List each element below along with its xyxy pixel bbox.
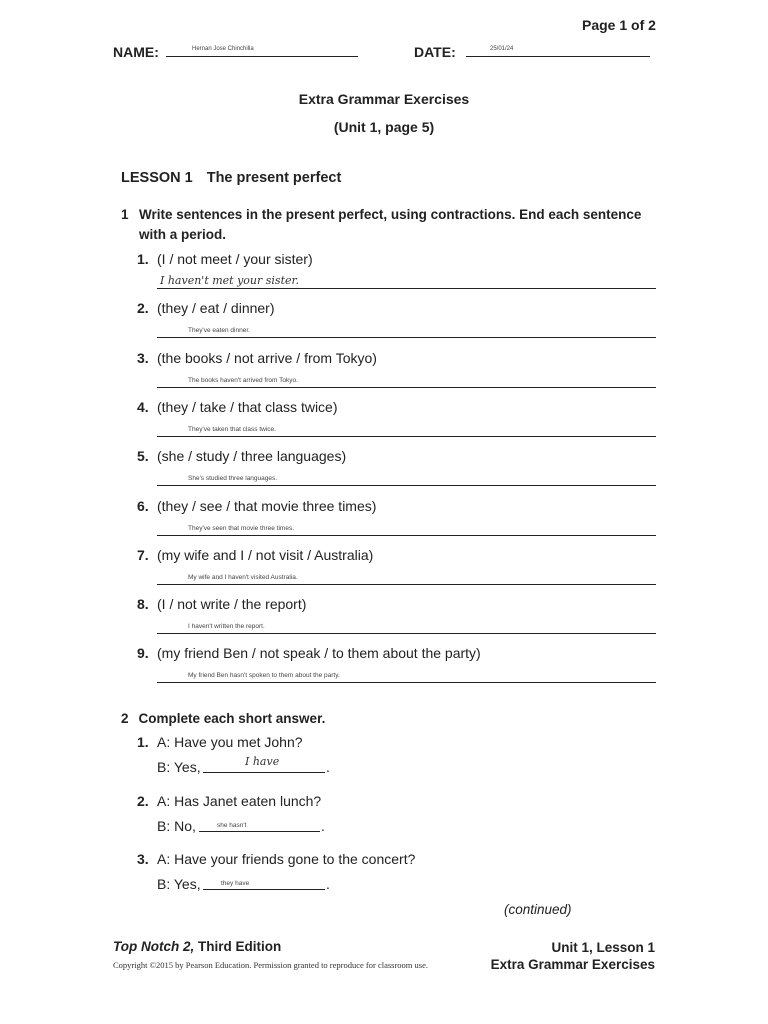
date-value: 25/01/24: [490, 46, 514, 52]
copyright-text: Copyright ©2015 by Pearson Education. Permission granted to reproduce for classroom use.: [113, 960, 428, 970]
item-answer[interactable]: They've seen that movie three times.: [188, 525, 295, 532]
item-answer[interactable]: I haven't met your sister.: [160, 274, 300, 287]
reply-period: .: [321, 818, 325, 834]
item-prompt: (they / see / that movie three times): [157, 498, 377, 514]
name-label: NAME:: [113, 44, 159, 60]
item-prompt: (the books / not arrive / from Tokyo): [157, 350, 377, 366]
name-value: Hernan Jose Chinchilla: [192, 46, 254, 52]
question-text: A: Have your friends gone to the concert?: [157, 851, 416, 867]
item-prompt: (my friend Ben / not speak / to them about the party): [157, 645, 481, 661]
continued-note: (continued): [504, 902, 572, 917]
item-prompt: (they / eat / dinner): [157, 300, 275, 316]
short-answer-line: [199, 831, 320, 832]
footer-section: Extra Grammar Exercises: [490, 957, 655, 972]
item-prompt: (I / not meet / your sister): [157, 251, 313, 267]
item-answer[interactable]: They've taken that class twice.: [188, 426, 276, 433]
item-number: 4.: [137, 399, 149, 415]
exercise-1-instruction: [121, 205, 661, 245]
item-number: 1.: [137, 734, 149, 750]
item-prompt: (they / take / that class twice): [157, 399, 338, 415]
page-number: Page 1 of 2: [582, 17, 656, 33]
answer-line: [157, 288, 656, 289]
footer-unit: Unit 1, Lesson 1: [551, 940, 655, 955]
reply-prefix: B: Yes,: [157, 759, 201, 775]
exercise-1-text: Write sentences in the present perfect, using contractions. End each sentence with a period.: [139, 207, 642, 242]
exercise-2-number: 2: [121, 711, 129, 726]
answer-line: [157, 584, 656, 585]
exercise-2-text: Complete each short answer.: [138, 711, 326, 726]
page-title: Extra Grammar Exercises: [298, 91, 470, 107]
answer-line: [157, 682, 656, 683]
footer-book-title: [113, 939, 281, 954]
item-answer[interactable]: My wife and I haven't visited Australia.: [188, 574, 298, 581]
answer-line: [157, 633, 656, 634]
item-answer[interactable]: They've eaten dinner.: [188, 327, 250, 334]
exercise-2-instruction: [121, 709, 325, 729]
short-answer[interactable]: she hasn't: [217, 822, 247, 829]
reply-period: .: [326, 876, 330, 892]
item-number: 8.: [137, 596, 149, 612]
item-number: 7.: [137, 547, 149, 563]
lesson-number: LESSON 1: [121, 170, 193, 186]
item-number: 1.: [137, 251, 149, 267]
item-number: 5.: [137, 448, 149, 464]
item-prompt: (my wife and I / not visit / Australia): [157, 547, 374, 563]
book-edition: Third Edition: [194, 939, 282, 954]
lesson-heading: [121, 170, 341, 186]
book-name: Top Notch 2,: [113, 939, 195, 954]
item-number: 3.: [137, 851, 149, 867]
footer-unit-info: [491, 939, 655, 973]
item-answer[interactable]: She's studied three languages.: [188, 475, 278, 482]
item-number: 9.: [137, 645, 149, 661]
date-label: DATE:: [414, 44, 456, 60]
lesson-name: The present perfect: [206, 170, 342, 186]
short-answer[interactable]: I have: [245, 755, 280, 768]
question-text: A: Has Janet eaten lunch?: [157, 793, 322, 809]
exercise-1-number: 1: [121, 207, 129, 222]
item-answer[interactable]: My friend Ben hasn't spoken to them about the party.: [188, 672, 340, 679]
reply-period: .: [326, 759, 330, 775]
question-text: A: Have you met John?: [157, 734, 303, 750]
item-number: 3.: [137, 350, 149, 366]
item-prompt: (I / not write / the report): [157, 596, 307, 612]
reply-prefix: B: Yes,: [157, 876, 201, 892]
reply-prefix: B: No,: [157, 818, 196, 834]
date-field-line: [466, 56, 650, 57]
answer-line: [157, 535, 656, 536]
name-field-line: [166, 56, 358, 57]
item-prompt: (she / study / three languages): [157, 448, 347, 464]
short-answer-line: [203, 772, 325, 773]
item-number: 6.: [137, 498, 149, 514]
item-number: 2.: [137, 793, 149, 809]
page-subtitle: (Unit 1, page 5): [333, 119, 435, 135]
short-answer[interactable]: they have: [221, 880, 250, 887]
answer-line: [157, 337, 656, 338]
short-answer-line: [203, 889, 325, 890]
answer-line: [157, 436, 656, 437]
item-number: 2.: [137, 300, 149, 316]
item-answer[interactable]: The books haven't arrived from Tokyo.: [188, 377, 298, 384]
item-answer[interactable]: I haven't written the report.: [188, 623, 265, 630]
answer-line: [157, 387, 656, 388]
answer-line: [157, 485, 656, 486]
